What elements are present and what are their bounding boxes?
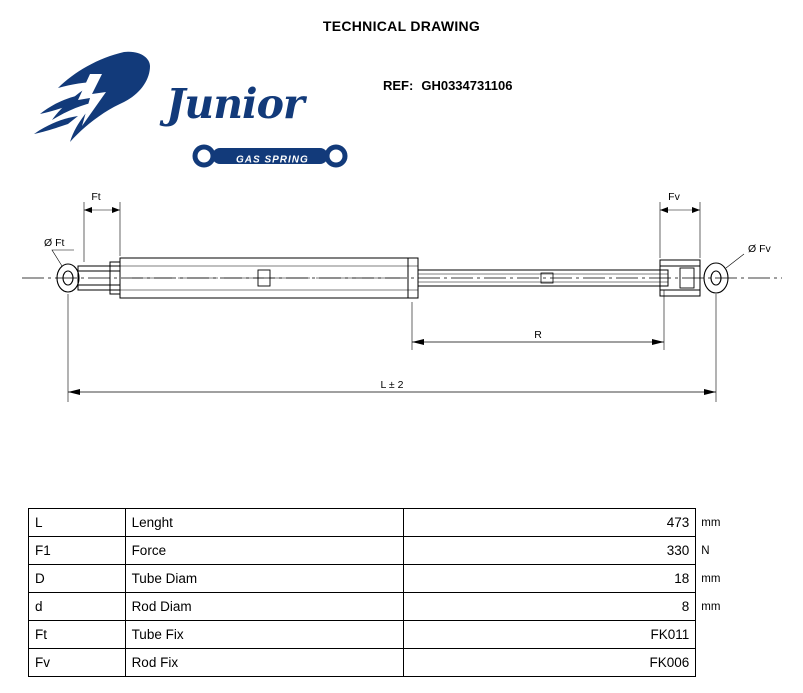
row-value: 473 (403, 509, 695, 537)
row-value: 8 (403, 593, 695, 621)
reference-value: GH0334731106 (421, 78, 513, 93)
table-row (29, 621, 747, 649)
row-symbol: Fv (29, 649, 126, 677)
gas-spring-technical-drawing (0, 170, 803, 470)
row-name: Lenght (125, 509, 403, 537)
row-name: Force (125, 537, 403, 565)
page-title: TECHNICAL DRAWING (322, 18, 481, 34)
brand-logo (28, 48, 348, 166)
row-symbol: d (29, 593, 126, 621)
table-row (29, 649, 747, 677)
row-symbol: D (29, 565, 126, 593)
row-unit: mm (696, 593, 746, 621)
reference-label: REF: (383, 78, 414, 93)
row-name: Tube Fix (125, 621, 403, 649)
label-phi-ft: Ø Ft (44, 237, 65, 249)
row-unit (696, 621, 746, 649)
specification-table (28, 508, 746, 677)
phi-ft-leader (52, 250, 74, 266)
label-stroke: R (534, 329, 542, 341)
row-symbol: L (29, 509, 126, 537)
table-row (29, 509, 747, 537)
row-symbol: Ft (29, 621, 126, 649)
brand-name: Junior (166, 80, 304, 128)
label-ft-top: Ft (91, 191, 101, 203)
row-unit: N (696, 537, 746, 565)
row-symbol: F1 (29, 537, 126, 565)
row-unit: mm (696, 565, 746, 593)
table-row (29, 537, 747, 565)
row-value: 18 (403, 565, 695, 593)
row-unit: mm (696, 509, 746, 537)
table-row (29, 565, 747, 593)
spec-table-body (29, 509, 747, 677)
table-row (29, 593, 747, 621)
reference-line (383, 78, 512, 93)
row-value: FK006 (403, 649, 695, 677)
row-value: FK011 (403, 621, 695, 649)
label-phi-fv: Ø Fv (748, 243, 771, 255)
label-length: L ± 2 (380, 379, 404, 391)
brand-tagline: GAS SPRING (236, 154, 309, 166)
row-value: 330 (403, 537, 695, 565)
row-name: Rod Fix (125, 649, 403, 677)
label-fv-top: Fv (668, 191, 680, 203)
row-name: Rod Diam (125, 593, 403, 621)
row-name: Tube Diam (125, 565, 403, 593)
phi-fv-leader (726, 254, 744, 268)
row-unit (696, 649, 746, 677)
wing-bolt-icon (28, 48, 158, 148)
